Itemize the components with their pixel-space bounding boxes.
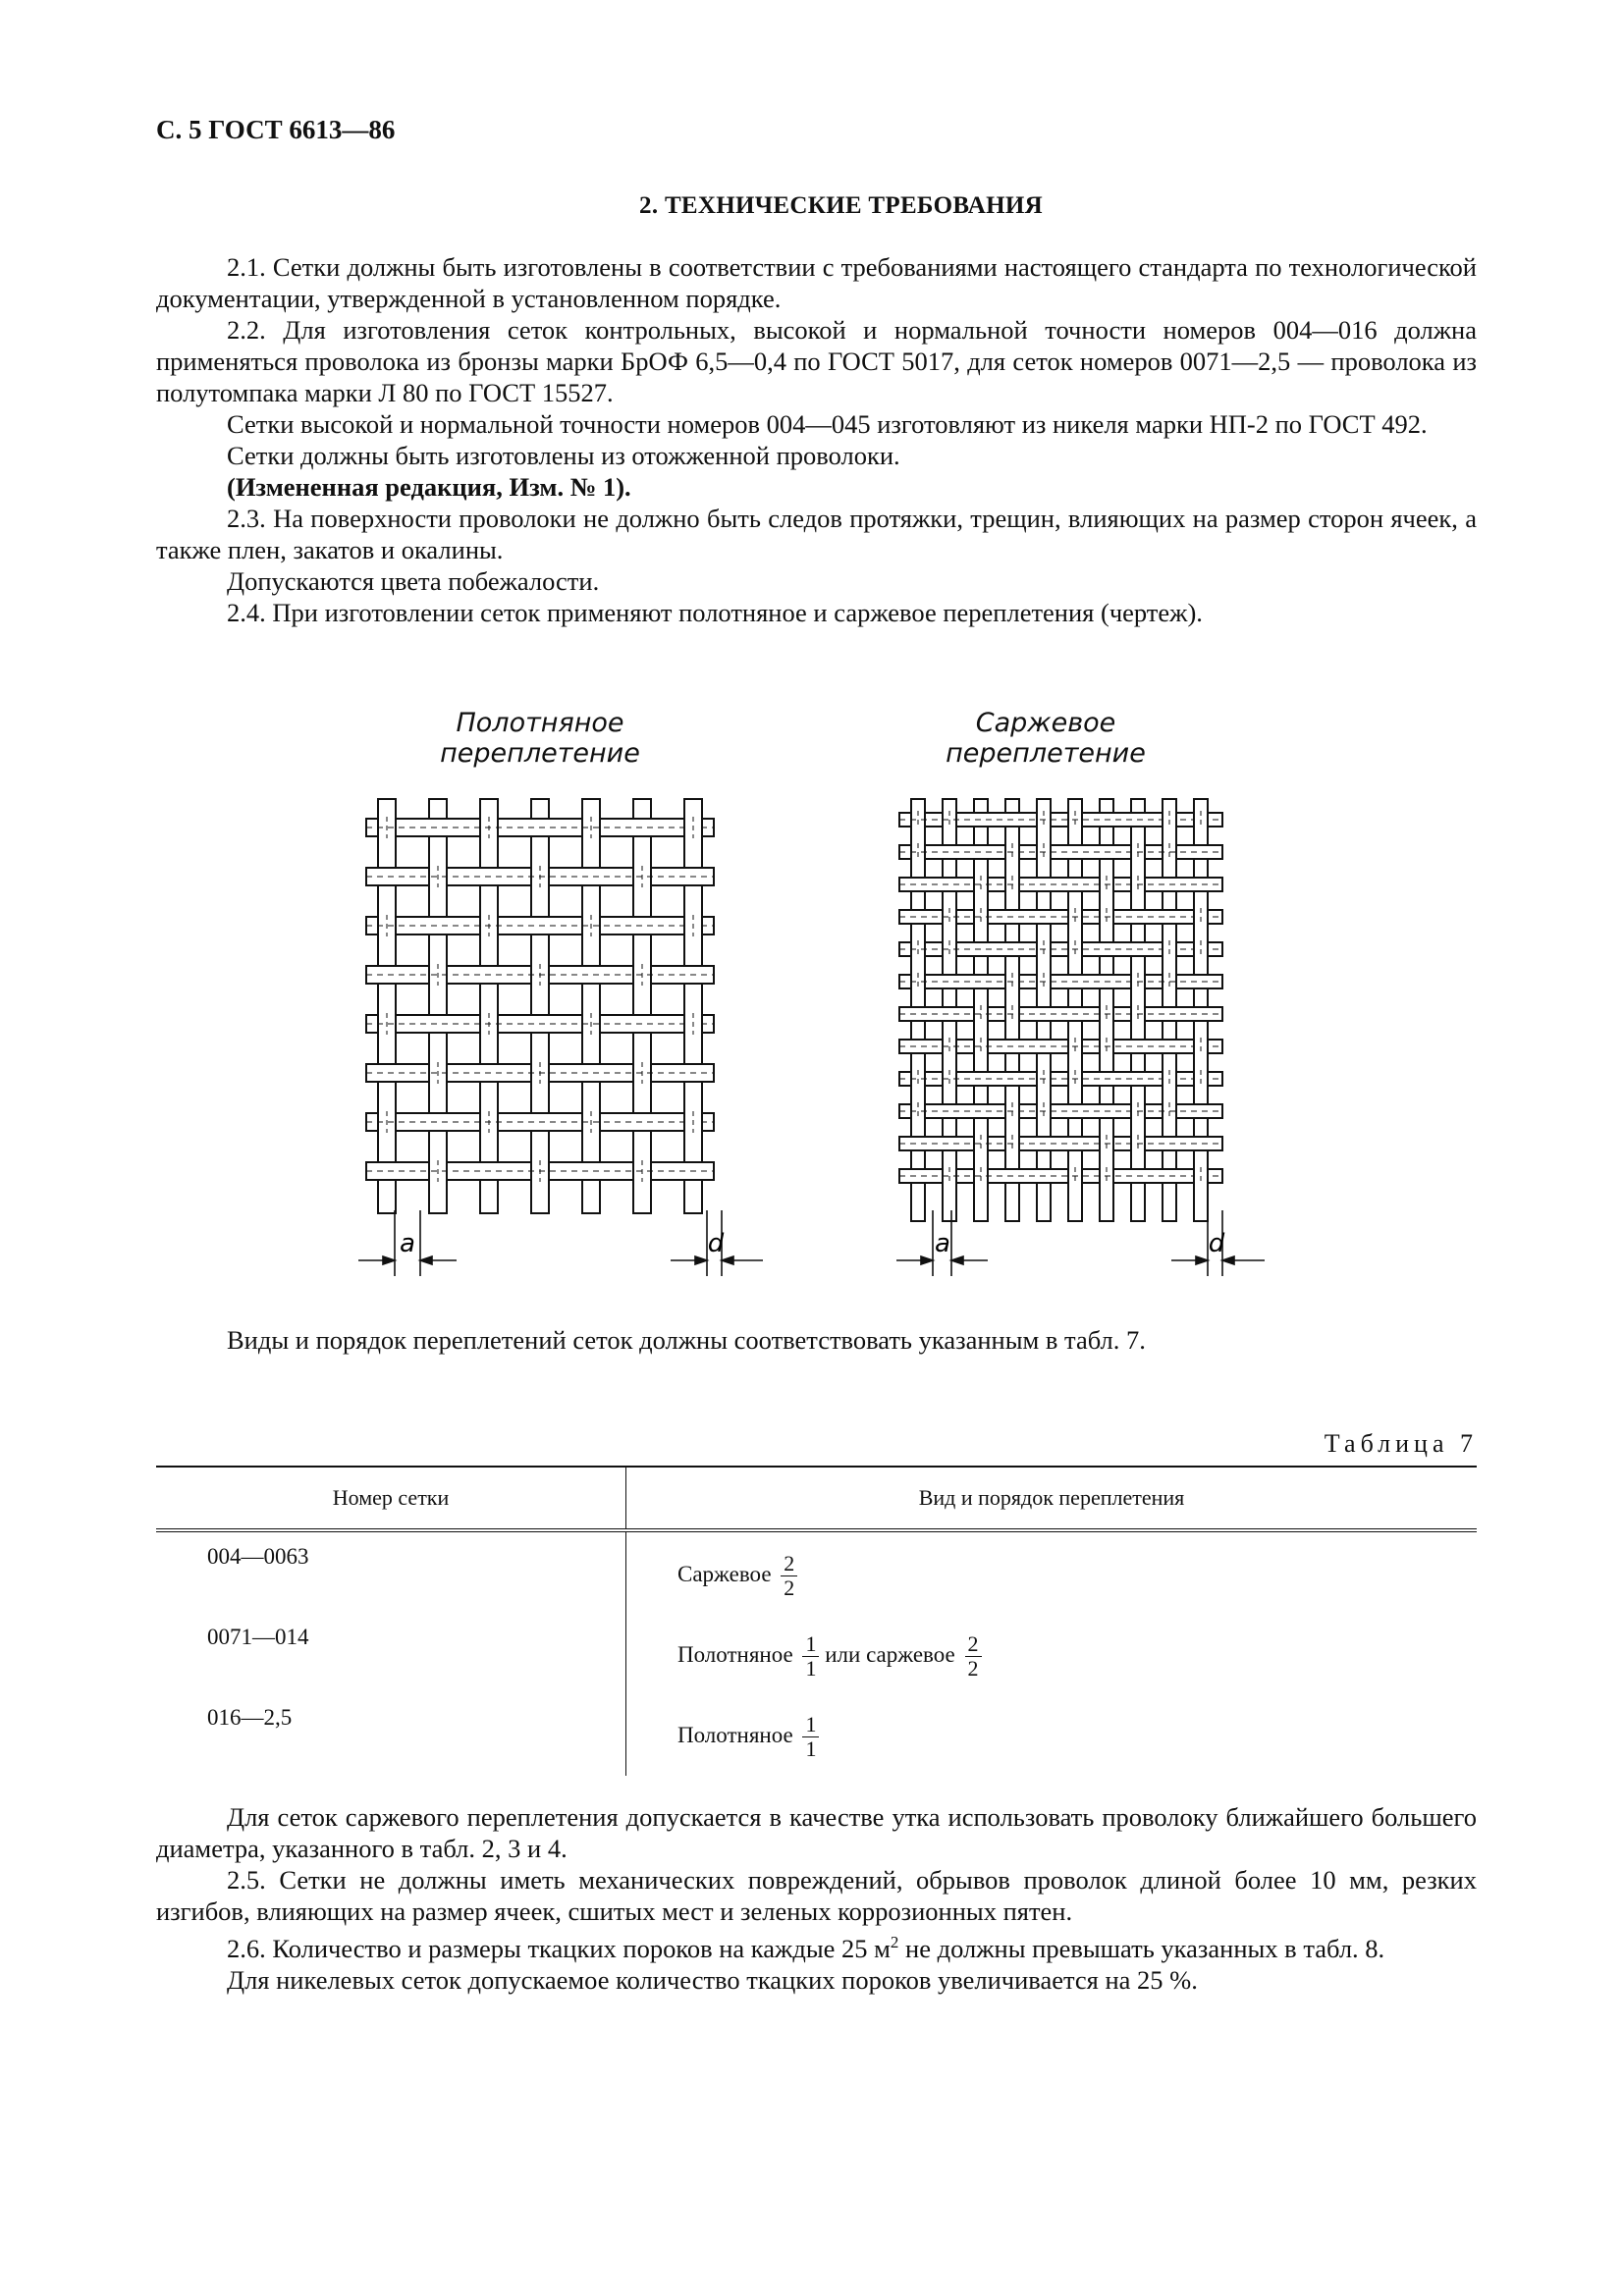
table-row <box>156 1530 1477 1613</box>
plain-dim-a-label: a <box>400 1229 415 1258</box>
paragraph-2-3: 2.3. На поверхности проволоки не должно быть следов протяжки, трещин, влияющих на размер сторон ячеек, а также плен, закатов и окалины. <box>156 504 1477 564</box>
square-superscript: 2 <box>890 1933 899 1951</box>
paragraph-tarnish: Допускаются цвета побежалости. <box>227 566 600 596</box>
table-header-row <box>156 1467 1477 1530</box>
caption-plain-line1: Полотняное <box>456 708 624 738</box>
weave-order-fraction <box>781 1552 797 1600</box>
section-title: 2. ТЕХНИЧЕСКИЕ ТРЕБОВАНИЯ <box>639 192 1043 219</box>
warp-wire <box>480 799 498 1213</box>
mesh-number-cell: 004—0063 <box>156 1530 626 1613</box>
weave-order-fraction <box>802 1713 819 1761</box>
header-mesh-number: Номер сетки <box>156 1467 626 1530</box>
caption-plain-weave <box>393 708 687 769</box>
amendment-note: (Измененная редакция, Изм. № 1). <box>227 472 631 502</box>
twill-weave-grid <box>899 799 1222 1221</box>
twill-weave-drawing <box>882 793 1294 1284</box>
fraction-denominator: 1 <box>805 1736 817 1761</box>
weave-order-fraction <box>965 1632 982 1681</box>
caption-twill-line2: переплетение <box>946 738 1146 769</box>
paragraph-twill-weft: Для сеток саржевого переплетения допускается в качестве утка использовать проволоку ближайшего большего диаметра, указанного в табл. 2, 3 и 4. <box>156 1802 1477 1863</box>
plain-weave-dimensions <box>358 1210 763 1276</box>
mesh-number-cell: 0071—014 <box>156 1613 626 1693</box>
table-row <box>156 1613 1477 1693</box>
paragraph-2-2: 2.2. Для изготовления сеток контрольных, высокой и нормальной точности номеров 004—016 должна применяться проволока из бронзы марки БрОФ 6,5—0,4 по ГОСТ 5017, для сеток номеров 0071—2,5 — проволока из полутомпака марки Л 80 по ГОСТ 15527. <box>156 315 1477 407</box>
paragraph-2-4: 2.4. При изготовлении сеток применяют полотняное и саржевое переплетения (чертеж). <box>227 598 1203 627</box>
mesh-number-cell: 016—2,5 <box>156 1693 626 1776</box>
warp-wire <box>633 799 651 1213</box>
paragraph-2-6 <box>156 1927 1477 1964</box>
paragraph-2-1: 2.1. Сетки должны быть изготовлены в соответствии с требованиями настоящего стандарта по технологической документации, утвержденной в установленном порядке. <box>156 252 1477 313</box>
paragraph-2-5: 2.5. Сетки не должны иметь механических повреждений, обрывов проволок длиной более 10 мм, резких изгибов, влияющих на размер ячеек, сшитых мест и зеленых коррозионных пятен. <box>156 1865 1477 1926</box>
header-weave-type: Вид и порядок переплетения <box>626 1467 1478 1530</box>
after-figure-text: Виды и порядок переплетений сеток должны соответствовать указанным в табл. 7. <box>227 1325 1146 1355</box>
fraction-numerator: 1 <box>802 1713 819 1737</box>
body-text <box>156 251 1477 628</box>
fraction-denominator: 2 <box>784 1575 795 1600</box>
weave-connector: или саржевое <box>825 1641 955 1667</box>
fraction-numerator: 2 <box>965 1632 982 1657</box>
plain-dim-d-label: d <box>707 1229 725 1258</box>
fraction-numerator: 1 <box>802 1632 819 1657</box>
caption-plain-line2: переплетение <box>440 738 640 769</box>
weave-type-cell <box>626 1613 1478 1693</box>
caption-twill-weave <box>898 708 1193 769</box>
weave-name: Саржевое <box>677 1561 772 1586</box>
page-header: С. 5 ГОСТ 6613—86 <box>156 115 396 144</box>
twill-dim-d-label: d <box>1208 1229 1225 1258</box>
plain-weave-grid <box>366 799 714 1213</box>
caption-twill-line1: Саржевое <box>975 708 1116 738</box>
paragraph-nickel-defects: Для никелевых сеток допускаемое количество ткацких пороков увеличивается на 25 %. <box>227 1964 1198 1995</box>
after-table-text <box>156 1801 1477 1996</box>
warp-wire <box>378 799 396 1213</box>
fraction-numerator: 2 <box>781 1552 797 1576</box>
warp-wire <box>531 799 549 1213</box>
paragraph-2-6-part2: не должны превышать указанных в табл. 8. <box>898 1933 1385 1963</box>
warp-wire <box>684 799 702 1213</box>
weave-type-cell <box>626 1530 1478 1613</box>
weave-name: Полотняное <box>677 1722 793 1747</box>
table-row <box>156 1693 1477 1776</box>
paragraph-nickel: Сетки высокой и нормальной точности номеров 004—045 изготовляют из никеля марки НП-2 по ГОСТ 492. <box>227 409 1428 439</box>
table-7 <box>156 1466 1477 1776</box>
fraction-denominator: 2 <box>967 1656 979 1681</box>
paragraph-annealed: Сетки должны быть изготовлены из отожженной проволоки. <box>227 441 900 470</box>
twill-dim-a-label: a <box>935 1229 950 1258</box>
weave-order-fraction <box>802 1632 819 1681</box>
weave-type-cell <box>626 1693 1478 1776</box>
paragraph-2-6-part1: 2.6. Количество и размеры ткацких пороков на каждые 25 м <box>227 1933 891 1963</box>
plain-weave-drawing <box>358 793 771 1284</box>
weave-name: Полотняное <box>677 1641 793 1667</box>
table-label: Таблица 7 <box>1324 1429 1478 1458</box>
warp-wire <box>429 799 447 1213</box>
warp-wire <box>582 799 600 1213</box>
fraction-denominator: 1 <box>805 1656 817 1681</box>
